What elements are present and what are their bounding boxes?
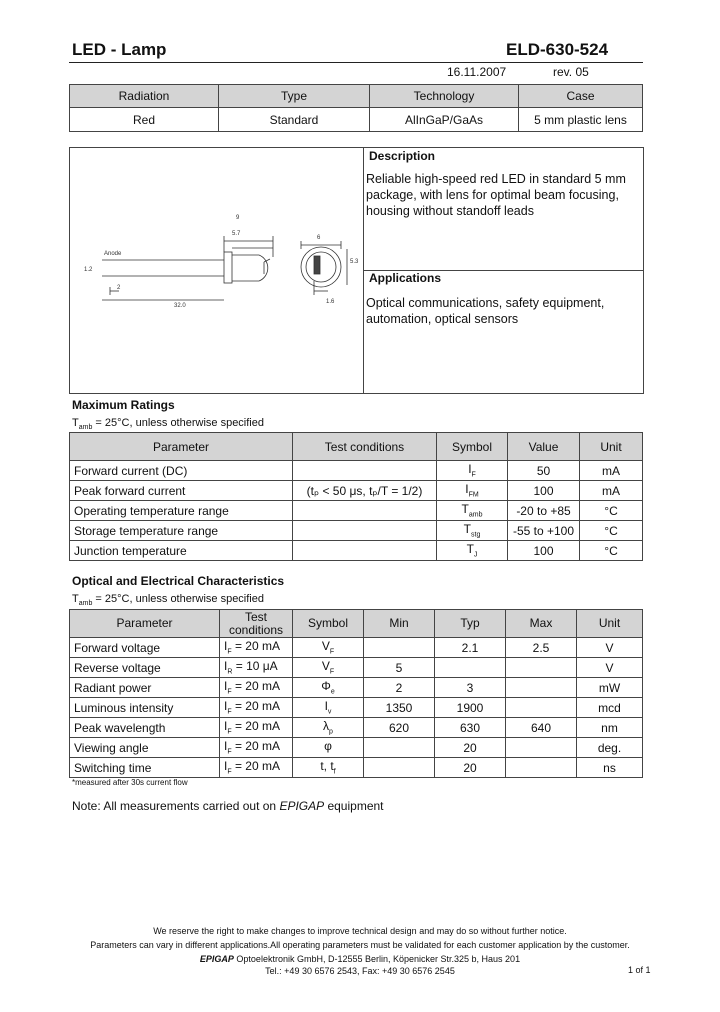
dim-total-label: 32.0 — [174, 303, 186, 309]
description-title: Description — [369, 149, 436, 163]
optical-title: Optical and Electrical Characteristics — [72, 574, 285, 588]
table-row: Forward voltage $I_F = 20$ mA $V_F$ 2.1 2.5 V — [70, 638, 643, 658]
dim-length-label: 9 — [236, 215, 240, 221]
optical-table — [69, 609, 643, 778]
table-row: Viewing angle $I_F = 20$ mA φ 20 deg. — [70, 738, 643, 758]
document-revision: rev. 05 — [553, 65, 589, 79]
type-table-row — [70, 108, 643, 132]
applications-title: Applications — [369, 271, 442, 285]
table-row: Radiant power $I_F = 20$ mA $\Phi_e$ 2 3 mW — [70, 678, 643, 698]
col-radiation: Radiation — [70, 85, 219, 108]
footer-parameters: Parameters can vary in different applications.All operating parameters must be validated for each customer application by the customer. — [90, 940, 630, 950]
document-title: LED - Lamp — [72, 40, 167, 59]
cell-technology: AlInGaP/GaAs — [370, 108, 519, 132]
applications-text: Optical communications, safety equipment, automation, optical sensors — [366, 296, 605, 326]
max-ratings-condition: $T_{amb} = 25^\circ C$, unless otherwise specified — [72, 417, 264, 432]
footer-disclaimer: We reserve the right to make changes to improve technical design and may do so without further notice. — [153, 926, 567, 936]
document-date: 16.11.2007 — [447, 65, 507, 79]
package-drawing — [74, 203, 360, 323]
anode-label: Anode — [104, 251, 122, 257]
measurement-footnote: *measured after 30s current flow — [72, 778, 188, 787]
table-row: Switching time $I_F = 20$ mA t, $t_f$ 20 ns — [70, 758, 643, 778]
part-number: ELD-630-524 — [506, 40, 609, 59]
type-table — [69, 84, 643, 132]
footer-address: EPIGAP Optoelektronik GmbH, D-12555 Berlin, Köpenicker Str.325 b, Haus 201 — [199, 954, 521, 964]
info-box — [69, 147, 644, 394]
optical-header: Parameter Test conditions Symbol Min Typ Max Unit — [70, 610, 643, 638]
type-table-header — [70, 85, 643, 108]
col-case: Case — [519, 85, 643, 108]
description-text: Reliable high-speed red LED in standard 5 mm package, with lens for optimal beam focusing, housing without standoff leads — [366, 172, 626, 218]
dim-spacing-label: 2 — [117, 285, 121, 291]
table-row: Forward current (DC) $I_F$ 50 mA — [70, 461, 643, 481]
dim-diameter-label: 6 — [317, 235, 321, 241]
cell-type: Standard — [219, 108, 370, 132]
col-type: Type — [219, 85, 370, 108]
optical-condition: $T_{amb} = 25^\circ C$, unless otherwise specified — [72, 593, 264, 608]
cell-radiation: Red — [70, 108, 219, 132]
table-row: Junction temperature $T_J$ 100 °C — [70, 541, 643, 561]
header-divider — [69, 62, 643, 63]
max-ratings-header: Parameter Test conditions Symbol Value Unit — [70, 433, 643, 461]
footer-contact: Tel.: +49 30 6576 2543, Fax: +49 30 6576 2545 — [265, 966, 455, 976]
dim-inner-label: 5.3 — [350, 259, 359, 265]
max-ratings-table — [69, 432, 643, 561]
table-row: Operating temperature range $T_{amb}$ -20 to +85 °C — [70, 501, 643, 521]
dim-lead-label: 1.2 — [84, 267, 93, 273]
page-number: 1 of 1 — [628, 965, 651, 975]
table-row: Peak forward current (tₚ < 50 μs, tₚ/T = 1/2) $I_{FM}$ 100 mA — [70, 481, 643, 501]
table-row: Luminous intensity $I_F = 20$ mA $I_v$ 1350 1900 mcd — [70, 698, 643, 718]
col-technology: Technology — [370, 85, 519, 108]
dim-body-label: 5.7 — [232, 231, 241, 237]
dim-pin-label: 1.6 — [326, 299, 335, 305]
max-ratings-title: Maximum Ratings — [72, 398, 175, 412]
measurement-note: Note: All measurements carried out on EPIGAP equipment — [72, 799, 384, 813]
table-row: Reverse voltage $I_R = 10$ μA $V_F$ 5 V — [70, 658, 643, 678]
table-row: Storage temperature range $T_{stg}$ -55 to +100 °C — [70, 521, 643, 541]
table-row: Peak wavelength $I_F = 20$ mA $\lambda_p$ 620 630 640 nm — [70, 718, 643, 738]
cell-case: 5 mm plastic lens — [519, 108, 643, 132]
